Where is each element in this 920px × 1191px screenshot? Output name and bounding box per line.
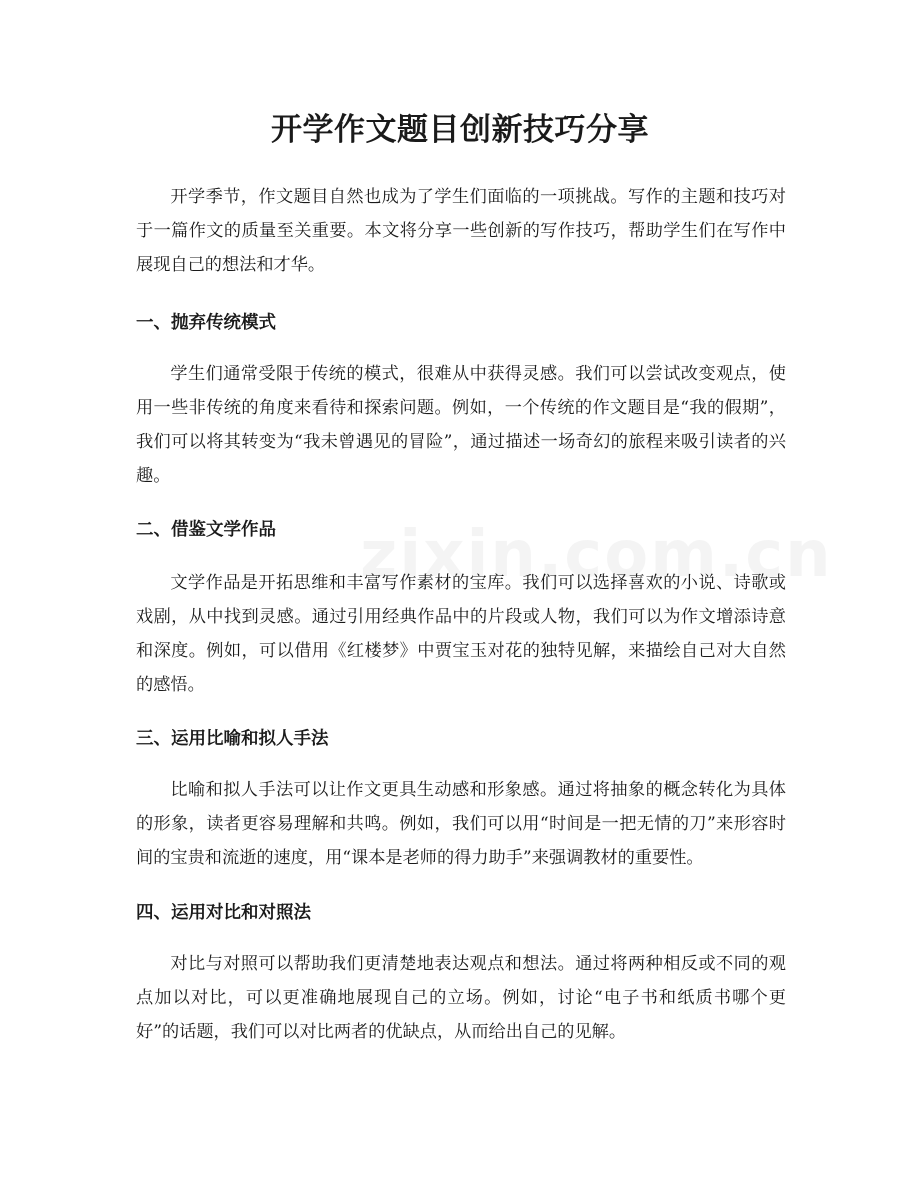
section-heading-2: 二、借鉴文学作品 [136,520,276,540]
section-body-2: 文学作品是开拓思维和丰富写作素材的宝库。我们可以选择喜欢的小说、诗歌或戏剧，从中找到灵感。通过引用经典作品中的片段或人物，我们可以为作文增添诗意和深度。例如，可以借用《红楼梦》中贾宝玉对花的独特见解，来描绘自己对大自然的感悟。 [136,573,786,695]
section-heading-3: 三、运用比喻和拟人手法 [136,729,329,749]
section-heading-4: 四、运用对比和对照法 [136,903,311,923]
page-title: 开学作文题目创新技巧分享 [271,112,649,148]
section-heading-1: 一、抛弃传统模式 [136,313,276,333]
section-body-4: 对比与对照可以帮助我们更清楚地表达观点和想法。通过将两种相反或不同的观点加以对比，可以更准确地展现自己的立场。例如，讨论“电子书和纸质书哪个更好”的话题，我们可以对比两者的优缺点，从而给出自己的见解。 [136,954,786,1042]
intro-paragraph: 开学季节，作文题目自然也成为了学生们面临的一项挑战。写作的主题和技巧对于一篇作文的质量至关重要。本文将分享一些创新的写作技巧，帮助学生们在写作中展现自己的想法和才华。 [136,187,786,275]
section-body-1: 学生们通常受限于传统的模式，很难从中获得灵感。我们可以尝试改变观点，使用一些非传统的角度来看待和探索问题。例如，一个传统的作文题目是“我的假期”，我们可以将其转变为“我未曾遇见的冒险”，通过描述一场奇幻的旅程来吸引读者的兴趣。 [136,364,786,486]
section-body-3: 比喻和拟人手法可以让作文更具生动感和形象感。通过将抽象的概念转化为具体的形象，读者更容易理解和共鸣。例如，我们可以用“时间是一把无情的刀”来形容时间的宝贵和流逝的速度，用“课本是老师的得力助手”来强调教材的重要性。 [136,780,786,868]
